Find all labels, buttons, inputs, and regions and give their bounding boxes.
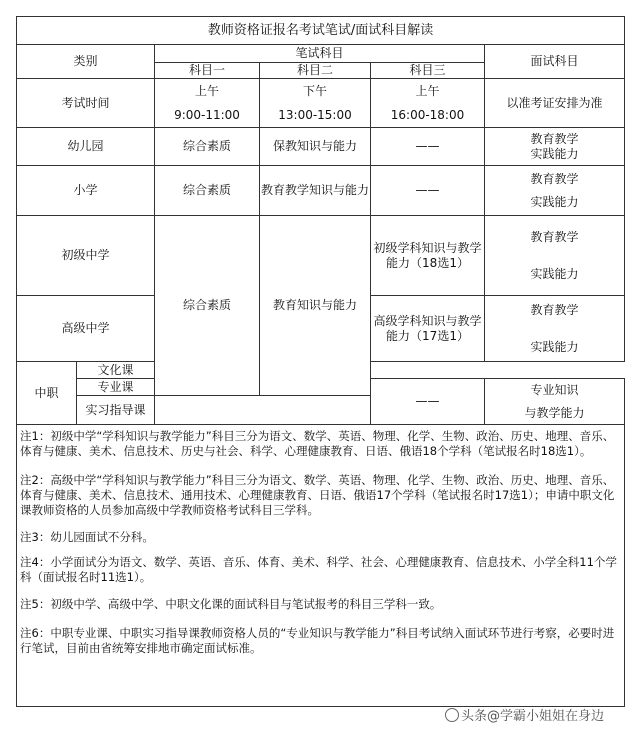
category-header: 类别 (17, 45, 155, 79)
watermark (445, 705, 604, 724)
subject1-period: 上午 (194, 83, 219, 98)
junior-high-interview-line2: 实践能力 (530, 266, 579, 281)
vocational-subject3: —— (371, 379, 485, 425)
primary-interview-line1: 教育教学 (530, 171, 579, 186)
primary-subject3: —— (371, 166, 485, 216)
note-3: 注3：幼儿园面试不分科。 (20, 530, 154, 544)
vocational-interview-line1: 专业知识 (530, 382, 579, 397)
toutiao-logo-icon (445, 708, 459, 722)
primary-interview-line2: 实践能力 (530, 194, 579, 209)
subject1-hours: 9:00-11:00 (174, 107, 240, 122)
note-5: 注5：初级中学、高级中学、中职文化课的面试科目与笔试报考的科目三学科一致。 (20, 597, 442, 611)
kindergarten-interview (485, 128, 625, 166)
note-1: 注1：初级中学“学科知识与教学能力”科目三分为语文、数学、英语、物理、化学、生物、政治、历史、地理、音乐、体育与健康、美术、信息技术、历史与社会、科学、心理健康教育、日语、俄语18个学科（笔试报名时18选1）。 (20, 429, 615, 458)
junior-high-interview-line1: 教育教学 (530, 229, 579, 244)
subject2-period: 下午 (302, 83, 327, 98)
written-subjects-header: 笔试科目 (155, 45, 485, 63)
primary-subject2: 教育教学知识与能力 (260, 166, 371, 216)
vocational-label: 中职 (17, 362, 77, 425)
kindergarten-subject3: —— (371, 128, 485, 166)
primary-interview (485, 166, 625, 216)
exam-subject-table (16, 16, 625, 707)
subject2-header: 科目二 (260, 63, 371, 79)
notes-section (17, 425, 625, 707)
senior-high-interview (485, 296, 625, 362)
subject3-period: 上午 (415, 83, 440, 98)
subject1-header: 科目一 (155, 63, 260, 79)
secondary-subject1: 综合素质 (155, 216, 260, 396)
secondary-subject2: 教育知识与能力 (260, 216, 371, 396)
junior-high-interview (485, 216, 625, 296)
vocational-interview (485, 379, 625, 425)
junior-high-label: 初级中学 (17, 216, 155, 296)
subject3-hours: 16:00-18:00 (390, 107, 465, 122)
junior-high-subject3: 初级学科知识与教学能力（18选1） (371, 216, 485, 296)
kindergarten-label: 幼儿园 (17, 128, 155, 166)
vocational-interview-line2: 与教学能力 (524, 405, 585, 420)
primary-subject1: 综合素质 (155, 166, 260, 216)
exam-time-label: 考试时间 (17, 79, 155, 128)
vocational-practice-course: 实习指导课 (77, 396, 155, 425)
kindergarten-interview-line2: 实践能力 (530, 146, 579, 161)
table-title: 教师资格证报名考试笔试/面试科目解读 (17, 17, 625, 45)
subject3-time (371, 79, 485, 128)
interview-time: 以准考证安排为准 (485, 79, 625, 128)
note-4: 注4：小学面试分为语文、数学、英语、音乐、体育、美术、科学、社会、心理健康教育、信息技术、小学全科11个学科（面试报名时11选1）。 (20, 555, 617, 584)
kindergarten-subject2: 保教知识与能力 (260, 128, 371, 166)
watermark-text: 头条@学霸小姐姐在身边 (461, 709, 605, 724)
note-2: 注2：高级中学“学科知识与教学能力”科目三分为语文、数学、英语、物理、化学、生物、政治、历史、地理、音乐、体育与健康、美术、信息技术、通用技术、心理健康教育、日语、俄语17个学科（笔试报名时17选1）；申请中职文化课教师资格的人员参加高级中学教师资格考试科目三学科。 (20, 473, 615, 517)
vocational-professional-course: 专业课 (77, 379, 155, 396)
senior-high-interview-line2: 实践能力 (530, 339, 579, 354)
primary-label: 小学 (17, 166, 155, 216)
vocational-culture-course: 文化课 (77, 362, 155, 379)
note-6: 注6：中职专业课、中职实习指导课教师资格人员的“专业知识与教学能力”科目考试纳入面试环节进行考察，必要时进行笔试，目前由省统筹安排地市确定面试标准。 (20, 626, 615, 655)
interview-subject-header: 面试科目 (485, 45, 625, 79)
subject3-header: 科目三 (371, 63, 485, 79)
senior-high-label: 高级中学 (17, 296, 155, 362)
subject1-time (155, 79, 260, 128)
senior-high-subject3: 高级学科知识与教学能力（17选1） (371, 296, 485, 362)
subject2-hours: 13:00-15:00 (278, 107, 352, 122)
kindergarten-subject1: 综合素质 (155, 128, 260, 166)
kindergarten-interview-line1: 教育教学 (530, 131, 579, 146)
senior-high-interview-line1: 教育教学 (530, 302, 579, 317)
subject2-time (260, 79, 371, 128)
